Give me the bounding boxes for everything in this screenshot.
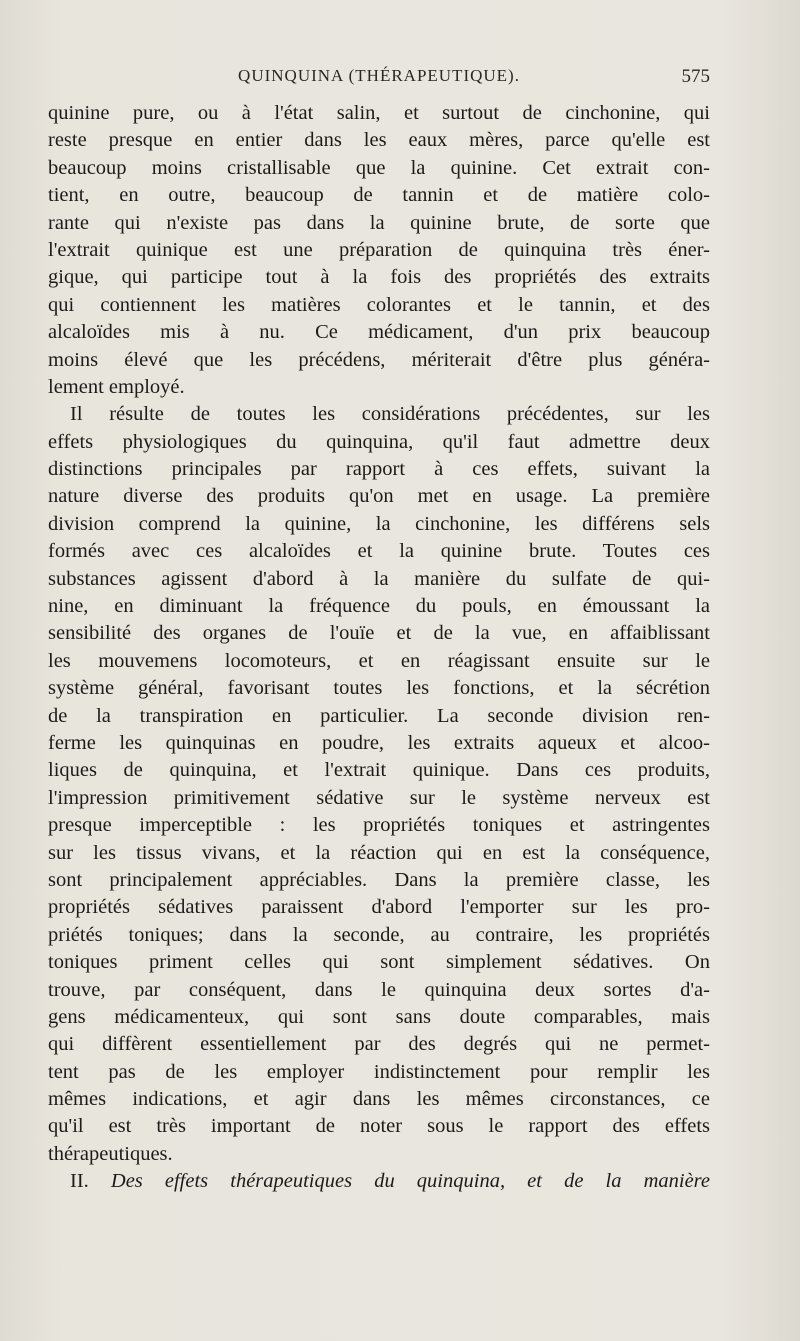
- section-heading: [48, 1168, 710, 1195]
- text-line: rante qui n'existe pas dans la quinine brute, de sorte que: [48, 211, 710, 234]
- text-line: substances agissent d'abord à la manière du sulfate de qui-: [48, 567, 710, 590]
- text-line: beaucoup moins cristallisable que la quinine. Cet extrait con-: [48, 156, 710, 179]
- text-line: tient, en outre, beaucoup de tannin et de matière colo-: [48, 184, 710, 207]
- text-line: système général, favorisant toutes les fonctions, et la sécrétion: [48, 677, 710, 700]
- text-line: presque imperceptible : les propriétés toniques et astringentes: [48, 814, 710, 837]
- text-line: qui contiennent les matières colorantes et le tannin, et des: [48, 293, 710, 316]
- running-title: QUINQUINA (THÉRAPEUTIQUE).: [238, 66, 520, 85]
- text-line: les mouvemens locomoteurs, et en réagissant ensuite sur le: [48, 649, 710, 672]
- text-line: alcaloïdes mis à nu. Ce médicament, d'un prix beaucoup: [48, 321, 710, 344]
- text-line: propriétés sédatives paraissent d'abord l'emporter sur les pro-: [48, 896, 710, 919]
- text-line: sur les tissus vivans, et la réaction qui en est la conséquence,: [48, 841, 710, 864]
- text-line: l'impression primitivement sédative sur le système nerveux est: [48, 786, 710, 809]
- page-header: [48, 66, 710, 92]
- text-line: sensibilité des organes de l'ouïe et de la vue, en affaiblissant: [48, 622, 710, 645]
- text-line: distinctions principales par rapport à ces effets, suivant la: [48, 458, 710, 481]
- text-line: tent pas de les employer indistinctement pour remplir les: [48, 1060, 710, 1083]
- text-line: qu'il est très important de noter sous le rapport des effets: [48, 1115, 710, 1138]
- text-line: trouve, par conséquent, dans le quinquina deux sortes d'a-: [48, 978, 710, 1001]
- text-line: lement employé.: [48, 375, 185, 398]
- section-number: II.: [70, 1170, 89, 1193]
- text-line: mêmes indications, et agir dans les mêmes circonstances, ce: [48, 1088, 710, 1111]
- text-line: ferme les quinquinas en poudre, les extraits aqueux et alcoo-: [48, 731, 710, 754]
- text-line: formés avec ces alcaloïdes et la quinine brute. Toutes ces: [48, 540, 710, 563]
- text-line: effets physiologiques du quinquina, qu'il faut admettre deux: [48, 430, 710, 453]
- text-line: liques de quinquina, et l'extrait quinique. Dans ces produits,: [48, 759, 710, 782]
- text-line: moins élevé que les précédens, mériterait d'être plus généra-: [48, 348, 710, 371]
- text-line: gens médicamenteux, qui sont sans doute comparables, mais: [48, 1005, 710, 1028]
- text-line: nature diverse des produits qu'on met en usage. La première: [48, 485, 710, 508]
- text-line: division comprend la quinine, la cinchonine, les différens sels: [48, 512, 710, 535]
- text-line: quinine pure, ou à l'état salin, et surtout de cinchonine, qui: [48, 102, 710, 124]
- text-line: qui diffèrent essentiellement par des degrés qui ne permet-: [48, 1033, 710, 1056]
- text-line: reste presque en entier dans les eaux mères, parce qu'elle est: [48, 129, 710, 152]
- text-line: nine, en diminuant la fréquence du pouls, en émoussant la: [48, 595, 710, 618]
- text-line: l'extrait quinique est une préparation de quinquina très éner-: [48, 238, 710, 261]
- text-line: sont principalement appréciables. Dans la première classe, les: [48, 868, 710, 891]
- text-line: de la transpiration en particulier. La seconde division ren-: [48, 704, 710, 727]
- text-line: thérapeutiques.: [48, 1142, 173, 1165]
- section-heading-text: Des effets thérapeutiques du quinquina, et de la manière: [110, 1170, 710, 1193]
- text-line: priétés toniques; dans la seconde, au contraire, les propriétés: [48, 923, 710, 946]
- page-number: 575: [681, 66, 710, 87]
- text-line: Il résulte de toutes les considérations précédentes, sur les: [70, 403, 710, 426]
- text-line: gique, qui participe tout à la fois des propriétés des extraits: [48, 266, 710, 289]
- body-text: [48, 100, 710, 1196]
- text-line: toniques priment celles qui sont simplement sédatives. On: [48, 951, 710, 974]
